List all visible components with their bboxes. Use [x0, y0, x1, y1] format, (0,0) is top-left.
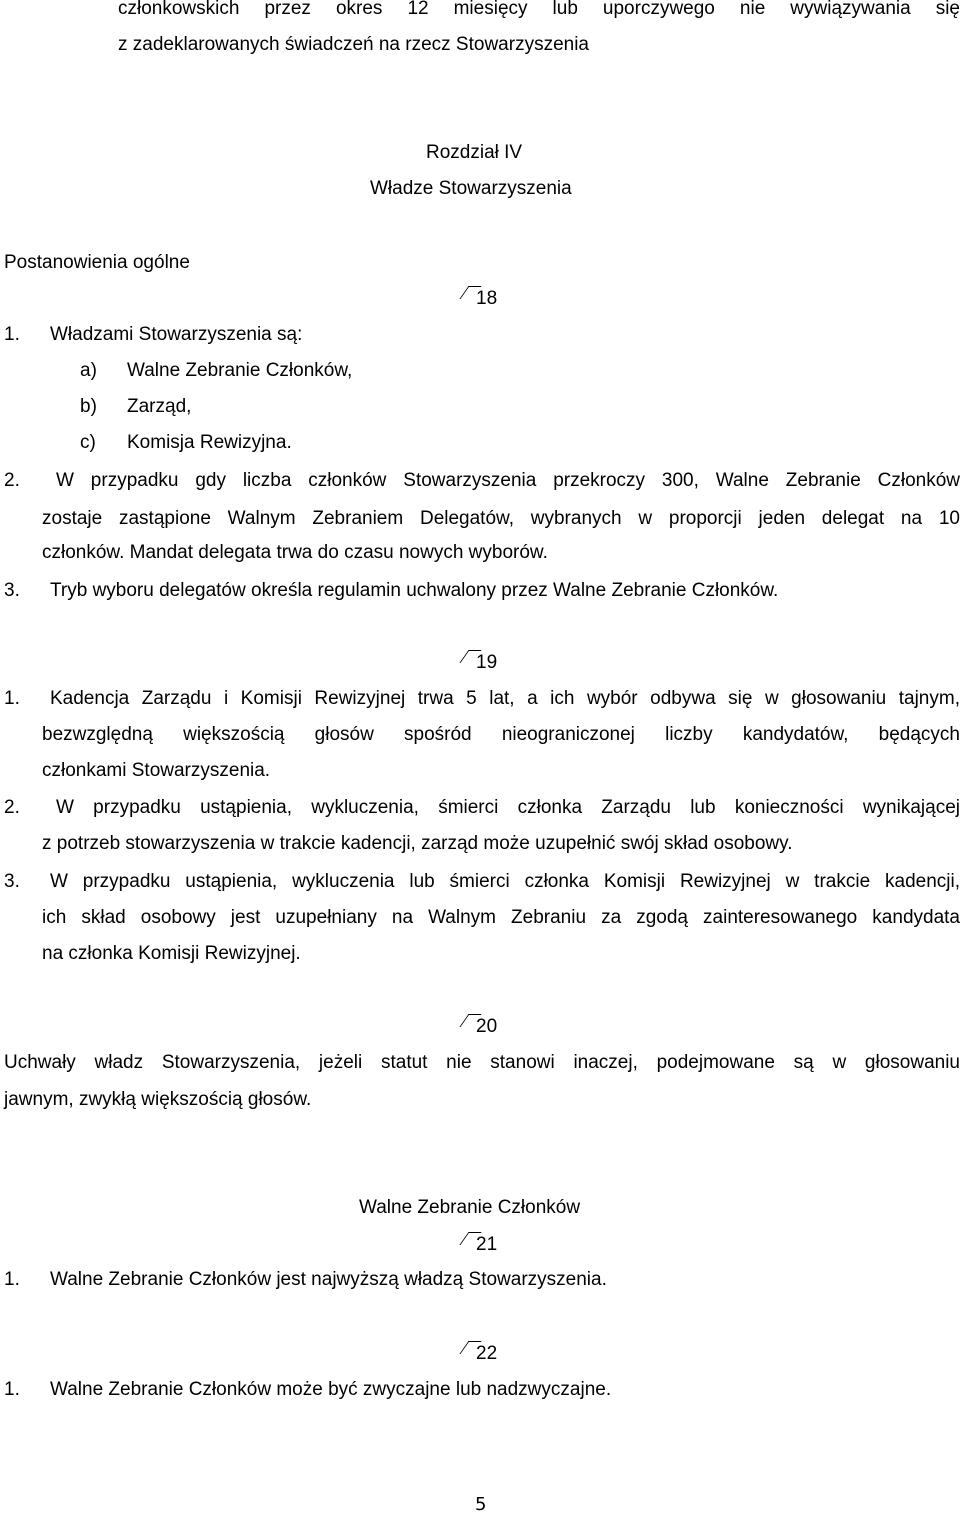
section-18-heading: 18	[462, 288, 497, 310]
s19-p3-number: 3.	[4, 871, 20, 892]
s19-p1-line-1: Kadencja Zarządu i Komisji Rewizyjnej trwa 5 lat, a ich wybór odbywa się w głosowaniu tajnym,	[50, 688, 960, 709]
s18-p1-text: Władzami Stowarzyszenia są:	[50, 324, 303, 345]
chapter-title: Rozdział IV	[426, 142, 523, 163]
section-21-heading: 21	[462, 1234, 497, 1256]
s18-item-a-letter: a)	[80, 360, 97, 381]
section-sign-icon	[462, 1234, 476, 1252]
s18-p2-line-1: W przypadku gdy liczba członków Stowarzyszenia przekroczy 300, Walne Zebranie Członków	[56, 470, 960, 491]
s19-p2-line-2: z potrzeb stowarzyszenia w trakcie kadencji, zarząd może uzupełnić swój skład osobowy.	[42, 833, 793, 854]
section-sign-icon	[462, 652, 476, 670]
chapter-subtitle: Władze Stowarzyszenia	[370, 178, 572, 199]
s19-p1-line-2: bezwzględną większością głosów spośród nieograniczonej liczby kandydatów, będących	[42, 724, 960, 745]
s18-p2-number: 2.	[4, 470, 20, 491]
s18-p2-line-3: członków. Mandat delegata trwa do czasu nowych wyborów.	[42, 542, 548, 563]
s19-p1-line-3: członkami Stowarzyszenia.	[42, 760, 271, 781]
s19-p2-number: 2.	[4, 797, 20, 818]
s18-p1-number: 1.	[4, 324, 20, 345]
s22-p1-number: 1.	[4, 1379, 20, 1400]
s18-item-c-text: Komisja Rewizyjna.	[127, 432, 292, 453]
section-sign-icon	[462, 1343, 476, 1361]
s18-item-b-letter: b)	[80, 396, 97, 417]
s19-p3-line-3: na członka Komisji Rewizyjnej.	[42, 943, 301, 964]
page-number: 5	[475, 1494, 487, 1515]
s18-item-c-letter: c)	[80, 432, 96, 453]
section-22-heading: 22	[462, 1343, 497, 1365]
s18-item-b-text: Zarząd,	[127, 396, 192, 417]
s22-p1-text: Walne Zebranie Członków może być zwyczajne lub nadzwyczajne.	[50, 1379, 612, 1400]
general-meeting-heading: Walne Zebranie Członków	[359, 1197, 581, 1218]
section-20-heading: 20	[462, 1016, 497, 1038]
general-provisions-heading: Postanowienia ogólne	[4, 252, 190, 273]
s20-line-2: jawnym, zwykłą większością głosów.	[4, 1089, 312, 1110]
s19-p1-number: 1.	[4, 688, 20, 709]
s21-p1-number: 1.	[4, 1269, 20, 1290]
s18-p2-line-2: zostaje zastąpione Walnym Zebraniem Delegatów, wybranych w proporcji jeden delegat na 10	[42, 508, 960, 529]
s18-p3-number: 3.	[4, 580, 20, 601]
s21-p1-text: Walne Zebranie Członków jest najwyższą władzą Stowarzyszenia.	[50, 1269, 607, 1290]
section-19-heading: 19	[462, 652, 497, 674]
s18-item-a-text: Walne Zebranie Członków,	[127, 360, 353, 381]
intro-line-2: z zadeklarowanych świadczeń na rzecz Stowarzyszenia	[118, 34, 589, 55]
s18-p3-text: Tryb wyboru delegatów określa regulamin uchwalony przez Walne Zebranie Członków.	[50, 580, 779, 601]
s19-p3-line-1: W przypadku ustąpienia, wykluczenia lub śmierci członka Komisji Rewizyjnej w trakcie kadencji,	[50, 871, 960, 892]
s20-line-1: Uchwały władz Stowarzyszenia, jeżeli statut nie stanowi inaczej, podejmowane są w głosowaniu	[4, 1052, 960, 1073]
section-sign-icon	[462, 288, 476, 306]
s19-p3-line-2: ich skład osobowy jest uzupełniany na Walnym Zebraniu za zgodą zainteresowanego kandydata	[42, 907, 960, 928]
intro-line-1: członkowskich przez okres 12 miesięcy lub uporczywego nie wywiązywania się	[118, 0, 960, 19]
s19-p2-line-1: W przypadku ustąpienia, wykluczenia, śmierci członka Zarządu lub konieczności wynikającej	[56, 797, 960, 818]
section-sign-icon	[462, 1016, 476, 1034]
